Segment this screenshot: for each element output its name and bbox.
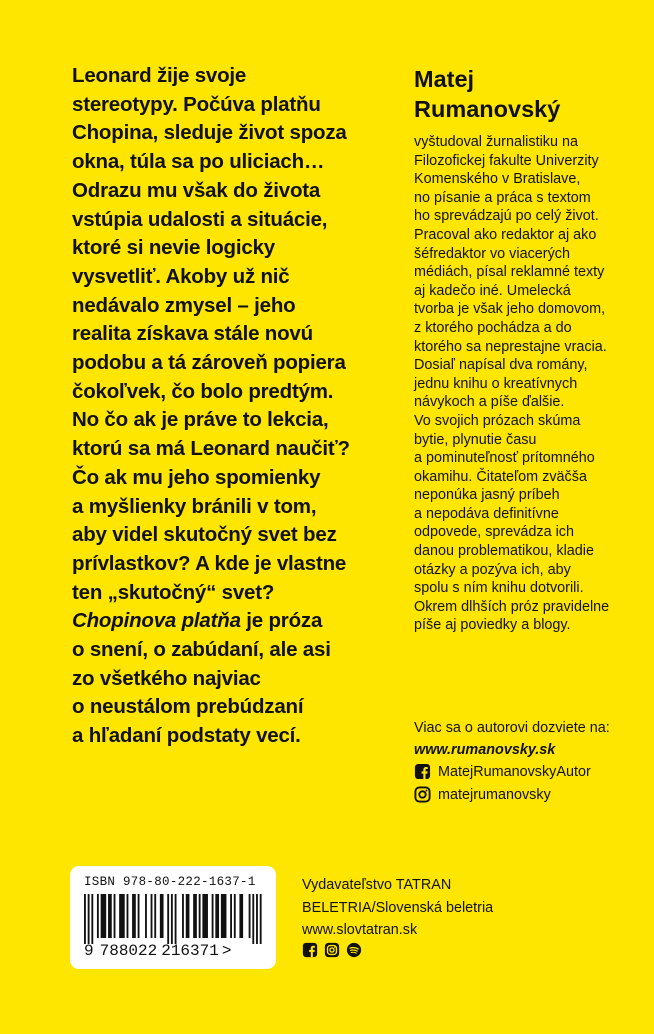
- blurb-line: Chopina, sleduje život spoza: [72, 121, 347, 145]
- blurb-text: [72, 62, 402, 751]
- blurb-line: ktoré si nevie logicky: [72, 236, 275, 260]
- instagram-link[interactable]: [414, 786, 551, 803]
- blurb-line: a hľadaní podstaty vecí.: [72, 724, 301, 748]
- barcode-bar: [256, 894, 258, 944]
- barcode-bar: [151, 894, 153, 938]
- bio-line: médiách, písal reklamné texty: [414, 264, 605, 281]
- blurb-line: stereotypy. Počúva platňu: [72, 92, 321, 116]
- publisher-info: [302, 874, 493, 942]
- barcode-group-1: 788022: [99, 942, 158, 960]
- barcode-group-2: 216371: [161, 942, 219, 960]
- blurb-title-rest: je próza: [240, 609, 323, 633]
- bio-line: a nepodáva definitívne: [414, 505, 559, 522]
- author-bio: [414, 133, 639, 635]
- facebook-handle: MatejRumanovskyAutor: [438, 763, 591, 780]
- instagram-icon: [414, 786, 431, 803]
- blurb-title-line: [72, 607, 402, 636]
- blurb-line: o snení, o zabúdaní, ale asi: [72, 638, 331, 662]
- bio-line: Komenského v Bratislave,: [414, 171, 581, 188]
- barcode-bar: [199, 894, 201, 938]
- barcode-bar: [97, 894, 99, 938]
- blurb-line: No čo ak je práve to lekcia,: [72, 408, 329, 432]
- bio-line: aj kadečo iné. Umelecká: [414, 282, 571, 299]
- blurb-line: o neustálom prebúdzaní: [72, 695, 304, 719]
- bio-line: Filozofickej fakulte Univerzity: [414, 152, 599, 169]
- bio-line: Okrem dlhších próz pravidelne: [414, 598, 610, 615]
- bio-line: píše aj poviedky a blogy.: [414, 617, 571, 634]
- barcode-bar: [160, 894, 164, 938]
- bio-line: otázky a pozýva ich, aby: [414, 561, 571, 578]
- blurb-line: ten „skutočný“ svet?: [72, 580, 275, 604]
- barcode-bar: [230, 894, 232, 938]
- barcode-bar: [260, 894, 262, 944]
- barcode-bars: [84, 894, 262, 944]
- barcode-bar: [249, 894, 251, 938]
- barcode-bar: [252, 894, 254, 944]
- barcode-bar: [202, 894, 208, 938]
- bio-line: Vo svojich prózach skúma: [414, 412, 581, 429]
- barcode-bar: [114, 894, 116, 938]
- bio-line: Pracoval ako redaktor aj ako: [414, 226, 597, 243]
- blurb-line: vysvetliť. Akoby už nič: [72, 264, 290, 288]
- barcode-bar: [171, 894, 173, 944]
- blurb-line: okna, túla sa po uliciach…: [72, 150, 325, 174]
- barcode-bar: [182, 894, 184, 938]
- barcode-bar: [215, 894, 219, 938]
- blurb-line: prívlastkov? A kde je vlastne: [72, 551, 347, 575]
- barcode-bar: [193, 894, 197, 938]
- more-info: [414, 717, 610, 761]
- blurb-line: aby videl skutočný svet bez: [72, 523, 337, 547]
- barcode-bar: [88, 894, 90, 944]
- publisher-social-icons: [302, 942, 362, 958]
- barcode-bar: [167, 894, 169, 944]
- bio-line: danou problematikou, kladie: [414, 543, 595, 560]
- bio-line: odpovede, sprevádza ich: [414, 524, 575, 541]
- barcode-bar: [234, 894, 236, 938]
- publisher-imprint: BELETRIA/Slovenská beletria: [302, 899, 494, 916]
- barcode-bar: [132, 894, 136, 938]
- barcode-quiet-mark: >: [221, 942, 232, 960]
- bio-line: jednu knihu o kreatívnych: [414, 375, 578, 392]
- more-info-text: Viac sa o autorovi dozviete na:: [414, 720, 610, 736]
- barcode-digits: [84, 942, 231, 960]
- bio-line: okamihu. Čitateľom zväčša: [414, 468, 587, 485]
- bio-line: bytie, plynutie času: [414, 431, 537, 448]
- author-last-name: Rumanovský: [414, 96, 561, 122]
- isbn-label: ISBN 978-80-222-1637-1: [84, 875, 256, 889]
- blurb-line: realita získava stále novú: [72, 322, 313, 346]
- author-first-name: Matej: [414, 66, 475, 92]
- facebook-icon[interactable]: [302, 942, 318, 958]
- blurb-line: čokoľvek, čo bolo predtým.: [72, 379, 334, 403]
- bio-line: ho sprevádzajú po celý život.: [414, 208, 599, 225]
- barcode-bar: [138, 894, 140, 938]
- barcode-bar: [175, 894, 177, 944]
- barcode-bar: [239, 894, 243, 938]
- author-website-link[interactable]: www.rumanovsky.sk: [414, 742, 556, 758]
- isbn-barcode: [70, 866, 276, 969]
- bio-line: a pominuteľnosť prítomného: [414, 450, 595, 467]
- blurb-line: vstúpia udalosti a situácie,: [72, 207, 328, 231]
- instagram-handle: matejrumanovsky: [438, 786, 551, 803]
- bio-line: z ktorého pochádza a do: [414, 319, 572, 336]
- bio-line: vyštudoval žurnalistiku na: [414, 134, 578, 150]
- barcode-bar: [108, 894, 112, 938]
- bio-line: Dosiaľ napísal dva romány,: [414, 357, 588, 374]
- bio-line: tvorba je však jeho domovom,: [414, 301, 606, 318]
- barcode-bar: [127, 894, 129, 938]
- blurb-line: ktorú sa má Leonard naučiť?: [72, 437, 350, 461]
- publisher-name: Vydavateľstvo TATRAN: [302, 877, 452, 893]
- book-title: Chopinova platňa: [72, 609, 241, 633]
- bio-line: ktorého sa neprestajne vracia.: [414, 338, 607, 355]
- bio-line: šéfredaktor vo viacerých: [414, 245, 570, 262]
- blurb-line: Odrazu mu však do života: [72, 178, 321, 202]
- barcode-first-digit: 9: [84, 942, 94, 960]
- bio-line: neponúka jasný príbeh: [414, 487, 560, 504]
- publisher-website-link[interactable]: www.slovtatran.sk: [302, 922, 418, 939]
- barcode-bar: [221, 894, 227, 938]
- spotify-icon[interactable]: [346, 942, 362, 958]
- bio-line: no písanie a práca s textom: [414, 189, 591, 206]
- bio-line: spolu s ním knihu dotvorili.: [414, 580, 584, 597]
- barcode-bar: [145, 894, 147, 938]
- instagram-icon[interactable]: [324, 942, 340, 958]
- blurb-line: zo všetkého najviac: [72, 666, 261, 690]
- barcode-bar: [154, 894, 156, 938]
- barcode-bar: [84, 894, 86, 944]
- barcode-bar: [91, 894, 93, 944]
- author-name: [414, 64, 560, 124]
- barcode-bar: [119, 894, 125, 938]
- facebook-icon: [414, 763, 431, 780]
- barcode-bar: [101, 894, 107, 938]
- barcode-bar: [212, 894, 214, 938]
- blurb-line: a myšlienky bránili v tom,: [72, 494, 317, 518]
- blurb-line: Čo ak mu jeho spomienky: [72, 465, 321, 489]
- blurb-line: podobu a tá zároveň popiera: [72, 351, 346, 375]
- barcode-bar: [186, 894, 190, 938]
- blurb-line: nedávalo zmysel – jeho: [72, 293, 296, 317]
- facebook-link[interactable]: [414, 763, 591, 780]
- blurb-line: Leonard žije svoje: [72, 64, 247, 87]
- bio-line: návykoch a píše ďalšie.: [414, 394, 565, 411]
